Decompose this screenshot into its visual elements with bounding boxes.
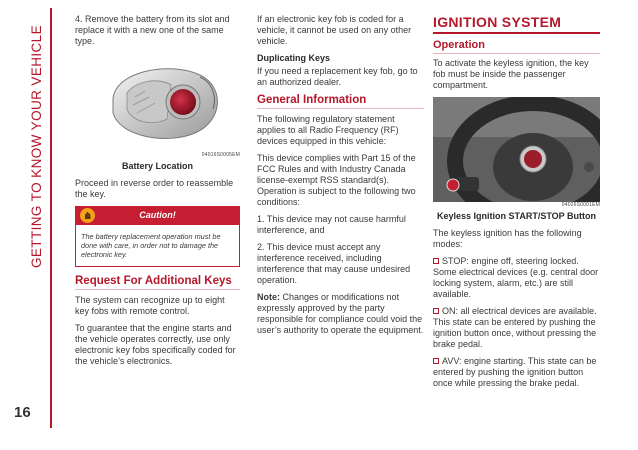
caution-hand-icon [80, 208, 95, 223]
key-fob-illustration [75, 53, 240, 149]
caution-text: The battery replacement operation must be done with care, in order not to damage the electronic key. [75, 225, 240, 267]
ignition-system-heading: IGNITION SYSTEM [433, 14, 600, 34]
battery-icon [170, 89, 196, 115]
mode-avv-text: AVV: engine starting. This state can be entered by pushing the ignition button once while pressing the brake pedal. [433, 356, 597, 389]
condition-1: 1. This device may not cause harmful interference, and [257, 213, 406, 235]
note-text: Changes or modifications not expressly approved by the party responsible for compliance could void the user’s authority to operate the equipment. [257, 291, 424, 335]
mode-stop [433, 256, 600, 300]
mode-stop-text: STOP: engine off, steering locked. Some electrical devices (e.g. central door locking system, alarm, etc.) are still available. [433, 256, 599, 300]
page-number: 16 [14, 404, 31, 421]
mode-on-text: ON: all electrical devices are available. This state can be entered by pushing the ignition button once, without pressing the brake pedal. [433, 306, 597, 350]
battery-location-figure [75, 53, 240, 158]
reassemble-text: Proceed in reverse order to reassemble the key. [75, 177, 234, 199]
duplicating-keys-heading: Duplicating Keys [257, 52, 331, 63]
figure-code: 04016S0005EM [201, 151, 240, 158]
figure-code: 04026S0001EM [561, 202, 600, 209]
operation-heading: Operation [433, 39, 600, 54]
column-3 [433, 14, 600, 395]
coded-key-text: If an electronic key fob is coded for a vehicle, it cannot be used on any other vehicle. [257, 14, 412, 46]
request-keys-text-1: The system can recognize up to eight key fobs with remote control. [75, 295, 225, 316]
step-4-text: 4. Remove the battery from its slot and replace it with a new one of the same type. [75, 14, 230, 46]
start-stop-button-icon [447, 179, 459, 191]
general-information-heading: General Information [257, 94, 424, 109]
bullet-icon [433, 258, 439, 264]
chapter-side-rule [50, 8, 52, 428]
general-info-text-2: This device complies with Part 15 of the FCC Rules and with Industry Canada license-exempt RSS standard(s). Operation is subject to the following two conditions: [257, 152, 416, 207]
caution-header [75, 206, 240, 225]
mode-on [433, 306, 600, 350]
note-label: Note: [257, 291, 280, 302]
request-keys-heading: Request For Additional Keys [75, 275, 240, 290]
figure-caption: Keyless Ignition START/STOP Button [436, 211, 596, 222]
bullet-icon [433, 308, 439, 314]
mode-avv [433, 356, 600, 389]
request-keys-text-2: To guarantee that the engine starts and the vehicle operates correctly, use only electronic key fobs specifically coded for the vehicle’s electronics. [75, 322, 236, 366]
ignition-button-figure [433, 97, 600, 202]
general-info-text-1: The following regulatory statement applies to all Radio Frequency (RF) devices equipped in this vehicle: [257, 114, 399, 146]
modes-intro: The keyless ignition has the following modes: [433, 228, 582, 250]
condition-2: 2. This device must accept any interference received, including interference that may cause undesired operation. [257, 241, 411, 285]
duplicating-keys-text: If you need a replacement key fob, go to an authorized dealer. [257, 65, 418, 87]
caution-title: Caution! [139, 209, 176, 220]
column-1 [75, 14, 240, 373]
note-paragraph [257, 292, 424, 336]
steering-wheel-photo [433, 97, 600, 202]
figure-caption: Battery Location [121, 160, 193, 171]
column-2 [257, 14, 424, 341]
operation-text: To activate the keyless ignition, the key fob must be inside the passenger compartment. [433, 58, 589, 91]
bullet-icon [433, 358, 439, 364]
chapter-side-title: GETTING TO KNOW YOUR VEHICLE [29, 25, 44, 268]
